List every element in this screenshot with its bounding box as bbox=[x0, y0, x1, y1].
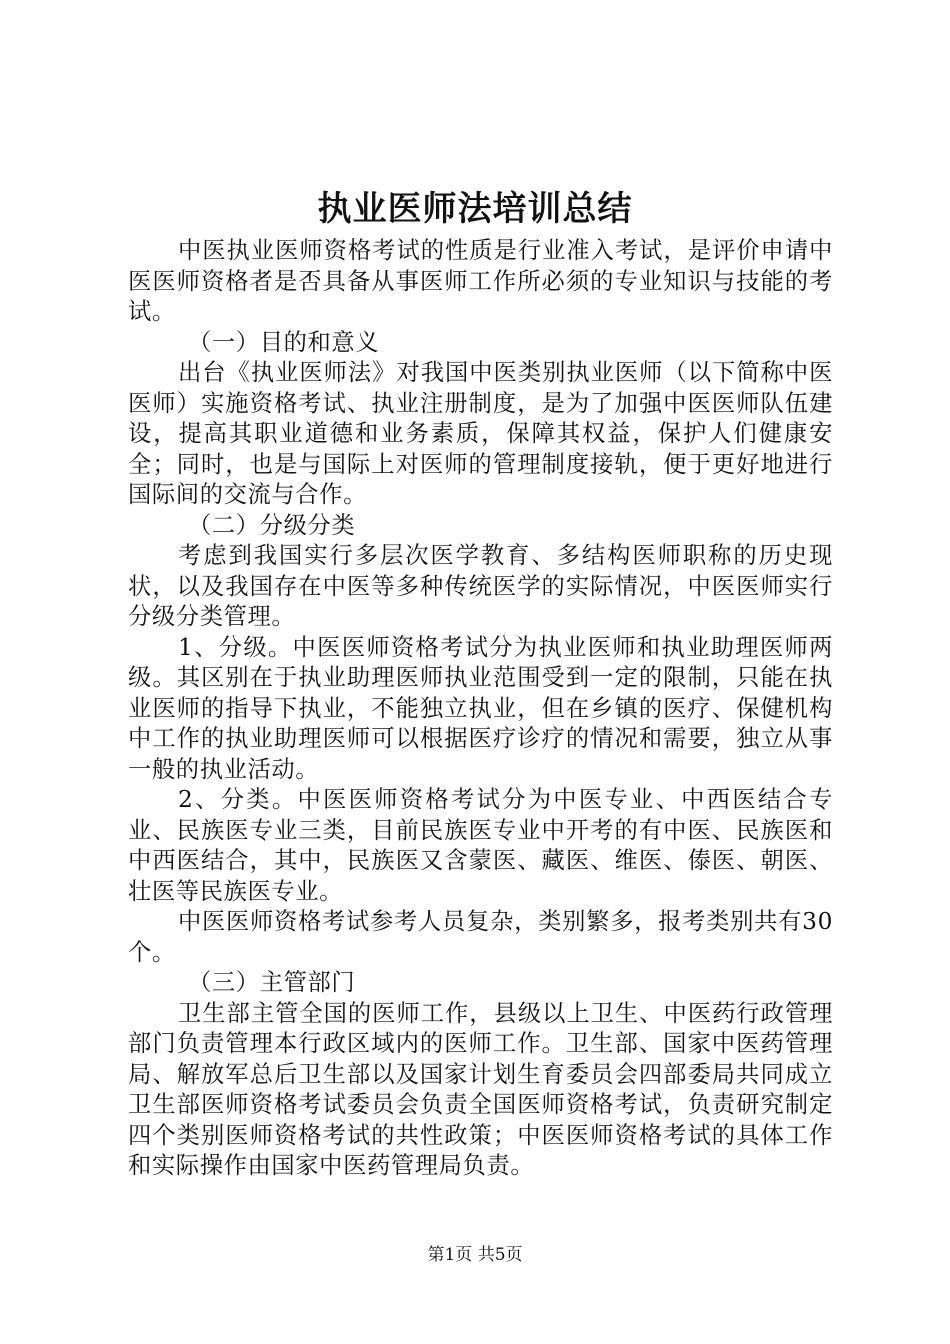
section-heading-classification: （二）分级分类 bbox=[188, 511, 356, 539]
section-heading-authority: （三）主管部门 bbox=[188, 969, 356, 996]
section-heading-purpose: （一）目的和意义 bbox=[188, 328, 380, 356]
paragraph-purpose: 出台《执业医师法》对我国中医类别执业医师（以下简称中医医师）实施资格考试、执业注册制度，是为了加强中医医师队伍建设，提高其职业道德和业务素质，保障其权益，保护人们健康安全；同时，也是与国际上对医师的管理制度接轨，便于更好地进行国际间的交流与合作。 bbox=[128, 359, 833, 508]
document-title: 执业医师法培训总结 bbox=[317, 189, 633, 229]
paragraph-categories: 2、分类。中医医师资格考试分为中医专业、中西医结合专业、民族医专业三类，目前民族医专业中开考的有中医、民族医和中西医结合，其中，民族医又含蒙医、藏医、维医、傣医、朝医、壮医等民族医专业。 bbox=[128, 786, 833, 905]
paragraph-intro: 中医执业医师资格考试的性质是行业准入考试，是评价申请中医医师资格者是否具备从事医师工作所必须的专业知识与技能的考试。 bbox=[128, 237, 833, 325]
document-body bbox=[128, 236, 833, 1182]
paragraph-authority: 卫生部主管全国的医师工作，县级以上卫生、中医药行政管理部门负责管理本行政区域内的医师工作。卫生部、国家中医药管理局、解放军总后卫生部以及国家计划生育委员会四部委局共同成立卫生部医师资格考试委员会负责全国医师资格考试，负责研究制定四个类别医师资格考试的共性政策；中医医师资格考试的具体工作和实际操作由国家中医药管理局负责。 bbox=[128, 999, 833, 1179]
paragraph-classification: 考虑到我国实行多层次医学教育、多结构医师职称的历史现状，以及我国存在中医等多种传统医学的实际情况，中医医师实行分级分类管理。 bbox=[128, 542, 833, 630]
paragraph-exam-categories: 中医医师资格考试参考人员复杂，类别繁多，报考类别共有30个。 bbox=[128, 908, 833, 966]
paragraph-grading: 1、分级。中医医师资格考试分为执业医师和执业助理医师两级。其区别在于执业助理医师执业范围受到一定的限制，只能在执业医师的指导下执业，不能独立执业，但在乡镇的医疗、保健机构中工作的执业助理医师可以根据医疗诊疗的情况和需要，独立从事一般的执业活动。 bbox=[128, 633, 833, 783]
page-footer: 第1页 共5页 bbox=[427, 1245, 523, 1265]
